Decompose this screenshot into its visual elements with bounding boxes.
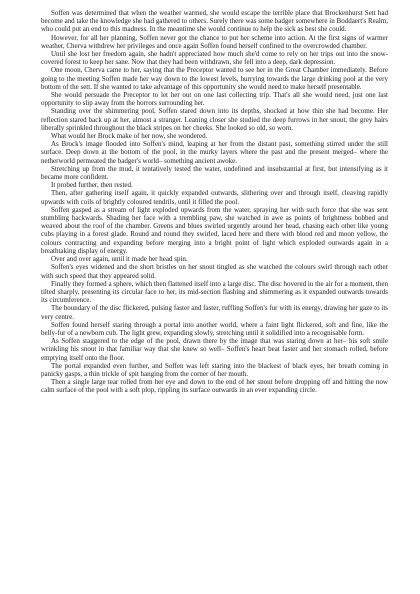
paragraph: However, for all her planning, Soffen never got the chance to put her scheme into action. At the first signs of warmer weather, Cherva withdrew her privileges and once again Soffen found herself confined to the overcrowded chamber. xyxy=(41,33,388,50)
paragraph: Then, after gathering itself again, it quickly expanded outwards, slithering over and through itself, cleaving rapidly upwards with coils of brightly coloured tendrils, until it filled the pool. xyxy=(41,189,388,206)
paragraph: The portal expanded even further, and Soffen was left staring into the blackest of black eyes, her breath coming in panicky gasps, a thin trickle of spit hanging from the corner of her mouth. xyxy=(41,361,388,378)
paragraph: What would her Brock make of her now, she wondered. xyxy=(51,132,208,141)
paragraph: As Soffen staggered to the edge of the pool, drawn there by the image that was staring down at her– his soft smile wrinkling his snout in that familiar way that she knew so well– Soffen's heart beat faster and her stomach rolled, before emptying itself onto the floor. xyxy=(41,337,388,362)
paragraph: The boundary of the disc flickered, pulsing faster and faster, ruffling Soffen's fur with its energy, drawing her gaze to its very centre. xyxy=(41,304,388,321)
paragraph: Soffen found herself staring through a portal into another world, where a faint light flickered, soft and fine, like the belly-fur of a newborn cub. The light grew, expanding slowly, stretching until it solidified into a recognisable form. xyxy=(41,320,388,337)
paragraph: Then a single large tear rolled from her eye and down to the end of her snout before dropping off and hitting the now calm surface of the pool with a soft plop, rippling its surface outwards in an ever expanding circle. xyxy=(41,378,388,395)
story-text xyxy=(41,9,388,395)
paragraph: Until she lost her freedom again, she hadn't appreciated how much she'd come to rely on her trips out into the snow-covered forest to keep her sane. Now that they had been withdrawn, she fell into a deep, dark depression. xyxy=(41,50,388,67)
paragraph: It probed further, then rested. xyxy=(51,181,133,190)
paragraph: Soffen gasped as a stream of light exploded upwards from the water, spraying her with such force that she was sent stumbling backwards. Shading her face with a trembling paw, she watched in awe as points of brightness bobbed and weaved about the roof of the chamber. Greens and blues swirled urgently around her head, chasing each other like young cubs playing in a forest glade. Round and round they swirled, laced here and there with blood red and moon yellow, the colours contracting and expanding before merging into a bright point of light which exploded outwards again in a breathtaking display of energy. xyxy=(41,205,388,255)
paragraph: Soffen was determined that when the weather warmed, she would escape the terrible place that Brockenhurst Sett had become and take the knowledge she had gathered to others. Surely there was some badger somewhere in Boddaert's Realm, who could put an end to this madness. In the meantime she would continue to help the sick as best she could. xyxy=(41,9,388,34)
paragraph: Over and over again, until it made her head spin. xyxy=(51,255,188,264)
paragraph: As Brock's image flooded into Soffen's mind, leaping at her from the distant past, something stirred under the still surface. Deep down at the bottom of the pool, in the murky layers where the past and the present merged– where the netherworld permeated the badger's world– something ancient awoke. xyxy=(41,140,388,165)
paragraph: Standing over the shimmering pool, Soffen stared down into its depths, shocked at how thin she had become. Her reflection stared back up at her, almost a stranger. Leaning closer she studied the deep furrows in her snout, the grey hairs liberally sprinkled throughout the black stripes on her cheeks. She looked so old, so worn. xyxy=(41,107,388,132)
paragraph: Soffen's eyes widened and the short bristles on her snout tingled as she watched the colours swirl through each other with such speed that they appeared solid. xyxy=(41,263,388,280)
paragraph: One moon, Cherva came to her, saying that the Preceptor wanted to see her in the Great Chamber immediately. Before going to the meeting Soffen made her way down to the lowest levels, hurrying towards the large drinking pool at the very bottom of the sett. If she wanted to take advantage of this opportunity she would need to make herself presentable. xyxy=(41,66,388,91)
paragraph: Stretching up from the mud, it tentatively tested the water, undefined and insubstantial at first, but intensifying as it became more confident. xyxy=(41,164,388,182)
paragraph: She would persuade the Preceptor to let her out on one last collecting trip. That's all she would need, just one last opportunity to slip away from the horrors surrounding her. xyxy=(41,91,388,108)
paragraph: Finally they formed a sphere, which then flattened itself into a large disc. The disc hovered in the air for a moment, then tilted sharply, presenting its circular face to her, its mid-section flashing and shimmering as it expanded outwards towards its circumference. xyxy=(41,279,388,305)
